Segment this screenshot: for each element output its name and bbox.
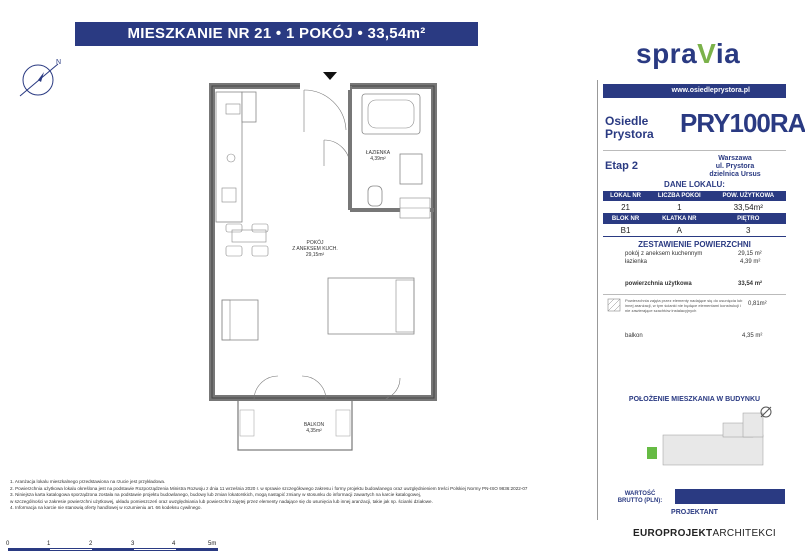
- stage-label: Etap 2: [605, 160, 639, 172]
- header-floor: PIĘTRO: [711, 214, 786, 224]
- balcony-value: 4,35 m²: [742, 333, 763, 339]
- summary-title: ZESTAWIENIE POWIERZCHNI: [638, 240, 751, 249]
- usable-area-label: powierzchnia użytkowa: [625, 281, 692, 287]
- summary-room-area: 4,39 m²: [740, 259, 761, 265]
- estate-name: Osiedle Prystora: [605, 114, 654, 141]
- location-title: POŁOŻENIE MIESZKANIA W BUDYNKU: [628, 396, 761, 403]
- summary-room-name: łazienka: [625, 259, 648, 265]
- designer-logo: EUROPROJEKTARCHITEKCI: [633, 528, 776, 539]
- room-label-bathroom: ŁAZIENKA 4,39m²: [365, 150, 391, 162]
- scale-tick: 4: [172, 541, 176, 547]
- value-floor: 3: [711, 224, 786, 237]
- extra-area-value: 0,81m²: [748, 301, 767, 307]
- header-unit-no: LOKAL NR: [603, 191, 648, 201]
- value-staircase: A: [648, 224, 710, 237]
- compass-north-label: N: [56, 59, 62, 66]
- scale-tick: 1: [47, 541, 51, 547]
- footnote: 4. Informacja na karcie nie stanowią oferty handlowej w rozumieniu art. 66 kodeksu cywilnego.: [10, 505, 202, 511]
- footnote: 2. Powierzchnia użytkowa lokalu określona jest na podstawie Rozporządzenia Ministra Rozwoju z dnia 11 września 2020 r. w sprawie szczegółowego zakresu i formy projektu budowlanego oraz uwzględnieniem treści Polskiej Normy PN-ISO 9836:2022-07: [10, 485, 528, 491]
- address: Warszawa ul. Prystora dzielnica Ursus: [709, 155, 761, 178]
- price-label: WARTOŚĆ BRUTTO (PLN):: [617, 491, 663, 504]
- divider: [603, 294, 786, 295]
- unit-data-title: DANE LOKALU:: [664, 180, 725, 189]
- scale-tick: 3: [131, 541, 135, 547]
- room-label-living: POKÓJ Z ANEKSEM KUCH. 29,15m²: [292, 240, 338, 258]
- scale-tick: 0: [6, 541, 10, 547]
- scale-tick: 5m: [208, 541, 217, 547]
- unit-data-table: [603, 191, 786, 237]
- designer-title: PROJEKTANT: [671, 509, 718, 516]
- summary-room-name: pokój z aneksem kuchennym: [625, 251, 703, 257]
- header-area: POW. UŻYTKOWA: [711, 191, 786, 201]
- usable-area-value: 33,54 m²: [738, 281, 763, 287]
- header-staircase: KLATKA NR: [648, 214, 710, 224]
- balcony-label: balkon: [625, 333, 643, 339]
- scale-tick: 2: [89, 541, 93, 547]
- footnote: 3. Niniejsza karta katalogowa sporządzona została na podstawie projektu budowlanego, budowy lub zmian lokatorskich, mogą nastąpić zmiany w stosunku do informacji zawartych na karcie katalogowej,: [10, 492, 422, 498]
- extra-area-note: Powierzchnia zajęta przez elementy nadające się do usunięcia lub innej aranżacji, w tym ścianki nie będące elementami konstrukcji i nie zawierające szachtów instalacyjnych: [625, 298, 743, 313]
- footnotes: [10, 479, 590, 512]
- footnote: 1. Aranżacja lokalu mieszkalnego przedstawiona na rzucie jest przykładowa.: [10, 479, 166, 484]
- summary-room-area: 29,15 m²: [738, 251, 762, 257]
- page-title: MIESZKANIE NR 21 • 1 POKÓJ • 33,54m²: [75, 22, 478, 46]
- scale-bar: [8, 548, 218, 551]
- compass-icon: [14, 56, 64, 100]
- hatch-pattern-icon: [608, 299, 620, 311]
- value-area: 33,54m²: [711, 201, 786, 214]
- brand-logo: spraVia: [636, 38, 741, 69]
- entrance-arrow-icon: [323, 72, 337, 80]
- value-rooms: 1: [648, 201, 710, 214]
- building-location-plan: [603, 405, 786, 483]
- estate-logo: PRY100RA: [680, 108, 805, 138]
- footnote: w szczególności w zakresie powierzchni użytkowej, układu pomieszczeń oraz uwzględniania lub powierzchni zajętej przez elementy nadające się do usunięcia lub innej aranżacji, takie jak np. ścianki działowe.: [10, 498, 433, 504]
- header-block: BLOK NR: [603, 214, 648, 224]
- price-value: [675, 489, 785, 504]
- room-label-balcony: BALKON 4,35m²: [303, 422, 325, 434]
- header-rooms: LICZBA POKOI: [648, 191, 710, 201]
- floor-plan: [200, 70, 440, 460]
- website-link[interactable]: www.osiedleprystora.pl: [603, 84, 786, 98]
- divider: [603, 150, 786, 151]
- value-unit-no: 21: [603, 201, 648, 214]
- unit-marker: [647, 447, 657, 459]
- value-block: B1: [603, 224, 648, 237]
- panel-divider: [597, 80, 598, 520]
